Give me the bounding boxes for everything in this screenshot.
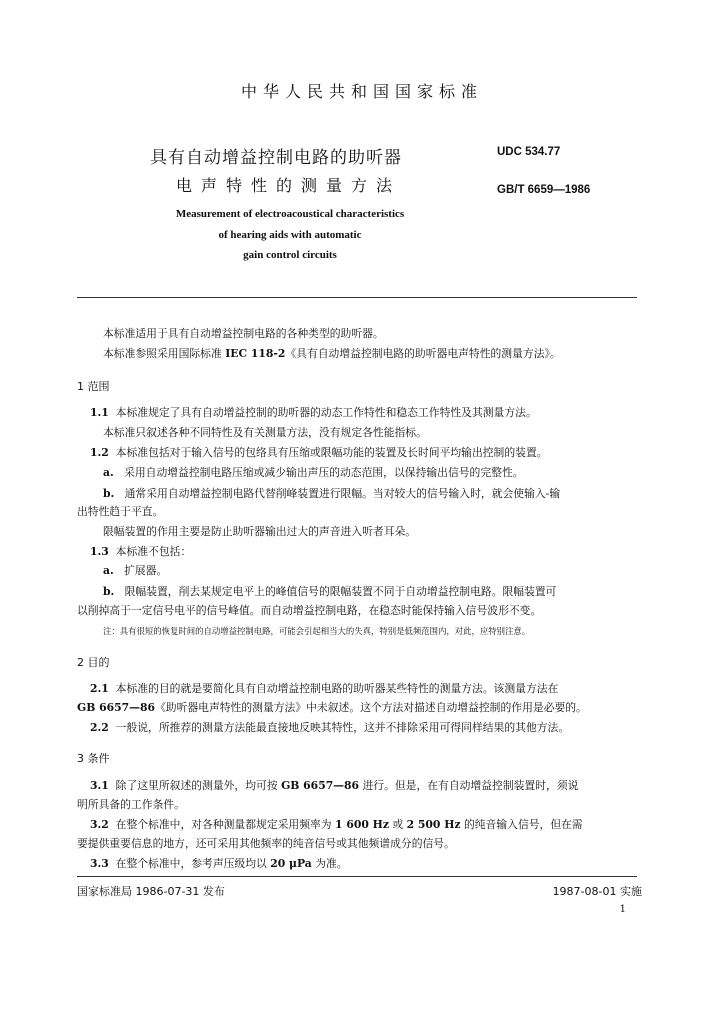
title-zh-line2: 电声特性的测量方法 [176,176,402,195]
section-3-heading: 3 条件 [77,752,110,765]
section-1-heading: 1 范围 [77,380,110,393]
clause-1-1: 1.1 本标准规定了具有自动增益控制的助听器的动态工作特性和稳态工作特性及其测量方法。 [90,406,537,419]
clause-2-2: 2.2 一般说，所推荐的测量方法能最直接地反映其特性，这并不排除采用可得同样结果的其他方法。 [90,721,570,734]
udc-code: UDC 534.77 [497,146,561,158]
title-en-line2: of hearing aids with automatic [218,229,362,241]
clause-2-1: 2.1 本标准的目的就是要简化具有自动增益控制电路的助听器某些特性的测量方法。该测量方法在 [90,682,559,695]
clause-1-3-item-b-continued: 以削掉高于一定信号电平的信号峰值。而自动增益控制电路，在稳态时能保持输入信号波形不变。 [77,604,542,617]
clause-3-1: 3.1 除了这里所叙述的测量外，均可按 GB 6657—86 进行。但是，在有自动增益控制装置时，须说 [90,779,579,792]
clause-1-2-item-a: a. 采用自动增益控制电路压缩或减少输出声压的动态范围，以保持输出信号的完整性。 [103,466,524,479]
clause-3-2: 3.2 在整个标准中，对各种测量都规定采用频率为 1 600 Hz 或 2 500 Hz 的纯音输入信号，但在需 [90,818,583,831]
clause-1-2: 1.2 本标准包括对于输入信号的包络具有压缩或限幅功能的装置及长时间平均输出控制的装置。 [90,446,548,459]
clause-3-2-continued: 要提供重要信息的地方，还可采用其他频率的纯音信号或其他频谱成分的信号。 [77,837,455,850]
page-number: 1 [619,904,626,915]
title-en-line1: Measurement of electroacoustical characteristics [175,208,405,220]
clause-1-2-limiter-note: 限幅装置的作用主要是防止助听器输出过大的声音进入听者耳朵。 [103,525,417,538]
clause-3-3: 3.3 在整个标准中，参考声压级均以 20 μPa 为准。 [90,857,348,870]
title-en-line3: gain control circuits [243,249,337,261]
standard-number: GB/T 6659—1986 [497,184,591,196]
bottom-divider [77,876,637,877]
intro-paragraph-1: 本标准适用于具有自动增益控制电路的各种类型的助听器。 [103,327,384,340]
clause-1-2-item-b: b. 通常采用自动增益控制电路代替削峰装置进行限幅。当对较大的信号输入时，就会使输入-输 [103,487,561,500]
title-zh-line1: 具有自动增益控制电路的助听器 [150,148,402,168]
top-divider [77,297,637,298]
section-2-heading: 2 目的 [77,656,110,669]
effective-date: 1987-08-01 实施 [552,885,642,898]
clause-1-2-item-b-continued: 出特性趋于平直。 [77,505,164,518]
clause-1-3-item-a: a. 扩展器。 [103,564,168,577]
clause-2-1-continued: GB 6657—86《助听器电声特性的测量方法》中未叙述。这个方法对描述自动增益控制的作用是必要的。 [77,701,587,714]
clause-3-1-continued: 明所具备的工作条件。 [77,798,185,811]
standard-type-heading: 中华人民共和国国家标准 [240,82,483,101]
clause-1-1-continued: 本标准只叙述各种不同特性及有关测量方法，没有规定各性能指标。 [103,426,427,439]
intro-paragraph-2: 本标准参照采用国际标准 IEC 118-2《具有自动增益控制电路的助听器电声特性的测量方法》。 [103,347,561,360]
note: 注：具有很短的恢复时间的自动增益控制电路，可能会引起相当大的失真，特别是低频范围内，对此，应特别注意。 [103,626,531,636]
clause-1-3: 1.3 本标准不包括： [90,545,192,558]
clause-1-3-item-b: b. 限幅装置，削去某规定电平上的峰值信号的限幅装置不同于自动增益控制电路。限幅装置可 [103,585,557,598]
issue-date: 国家标准局 1986-07-31 发布 [77,885,225,898]
